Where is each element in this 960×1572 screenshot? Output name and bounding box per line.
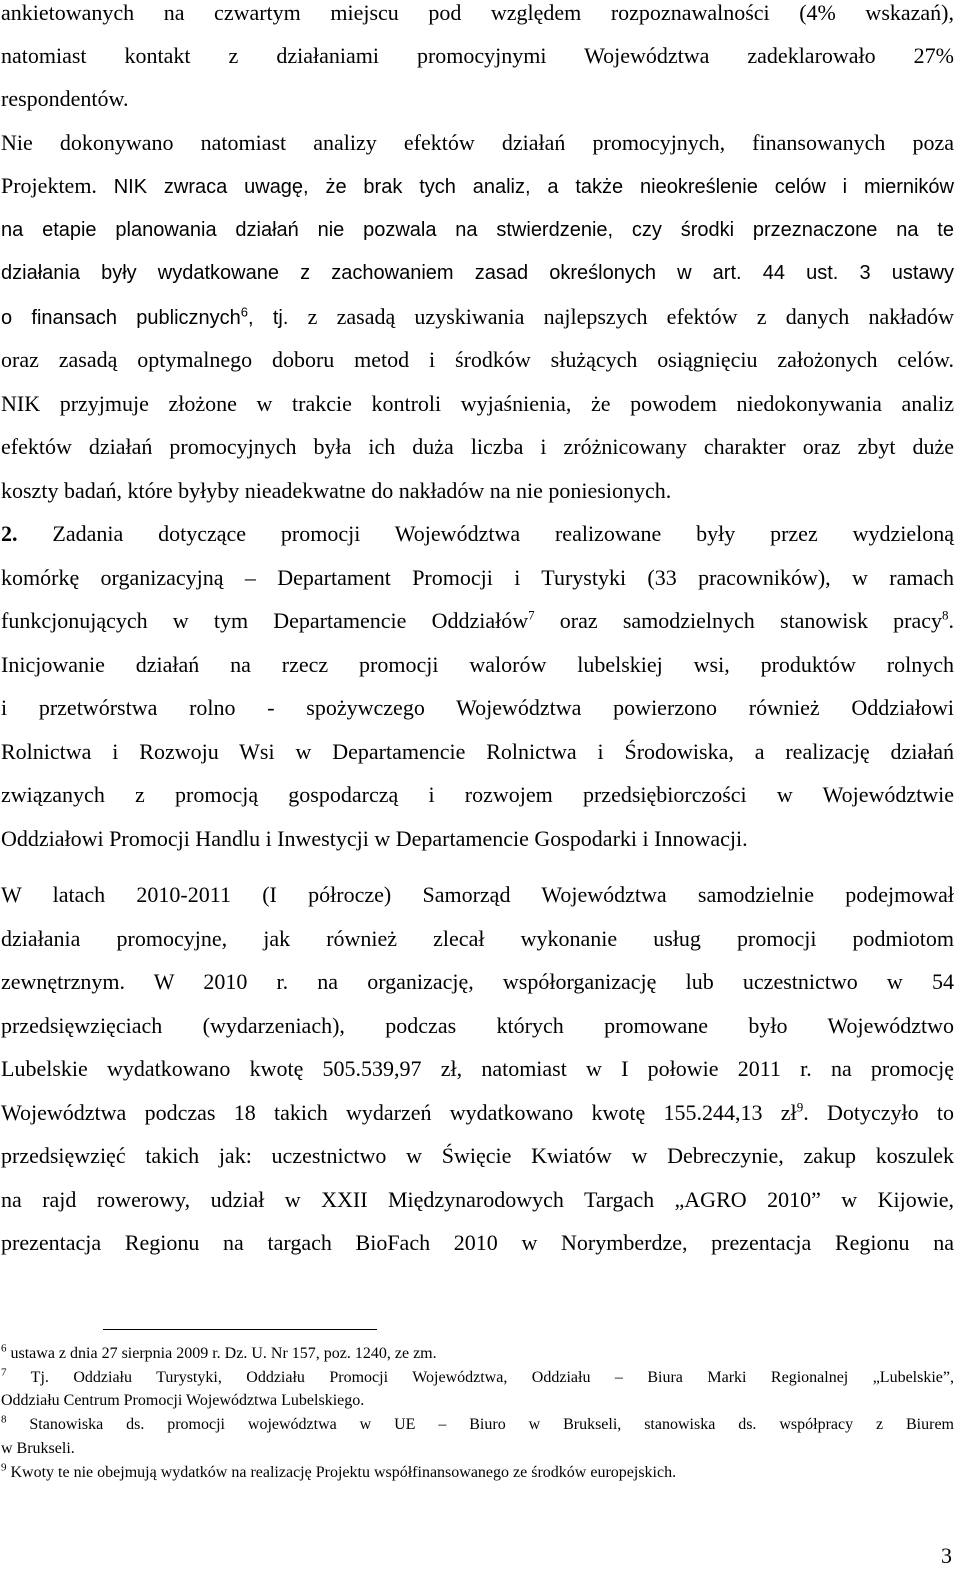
- footnote-8-continuation: w Brukseli.: [1, 1440, 75, 1457]
- body-line: Lubelskie wydatkowano kwotę 505.539,97 zł, natomiast w I połowie 2011 r. na promocję: [1, 1056, 954, 1081]
- footnote-ref-6: 6: [240, 304, 249, 320]
- body-line: komórkę organizacyjną – Departament Promocji i Turystyki (33 pracowników), w ramach: [1, 565, 954, 590]
- body-line: przedsięwzięć takich jak: uczestnictwo w Święcie Kwiatów w Debreczynie, zakup koszulek: [1, 1143, 954, 1168]
- footnote-number: 6: [1, 1342, 7, 1355]
- body-text: Zadania dotyczące promocji Województwa realizowane były przez wydzieloną: [52, 521, 954, 546]
- body-line: efektów działań promocyjnych była ich duża liczba i zróżnicowany charakter oraz zbyt duże: [1, 434, 954, 459]
- body-text: Projektem.: [1, 173, 97, 198]
- body-line: [1, 173, 954, 200]
- body-line: przedsięwzięciach (wydarzeniach), podczas których promowane było Województwo: [1, 1013, 954, 1038]
- body-line: Oddziałowi Promocji Handlu i Inwestycji w Departamencie Gospodarki i Innowacji.: [1, 826, 748, 851]
- body-line: NIK przyjmuje złożone w trakcie kontroli wyjaśnienia, że powodem niedokonywania analiz: [1, 391, 954, 416]
- footnote-ref-8: 8: [942, 607, 949, 623]
- body-line: prezentacja Regionu na targach BioFach 2010 w Norymberdze, prezentacja Regionu na: [1, 1230, 954, 1255]
- section-2-first-line: [1, 521, 954, 547]
- footnote-number: 7: [1, 1366, 7, 1379]
- body-line: działania promocyjne, jak również zlecał wykonanie usług promocji podmiotom: [1, 926, 954, 951]
- nik-assessment-text: o finansach publicznych$^6$, tj.: [1, 304, 289, 329]
- nik-assessment-text: NIK zwraca uwagę, że brak tych analiz, a także nieokreślenie celów i mierników: [113, 176, 954, 198]
- body-line: W latach 2010-2011 (I półrocze) Samorząd Województwa samodzielnie podejmował: [1, 882, 954, 907]
- footnote-8: $^8$ Stanowiska ds. promocji województwa w UE – Biuro w Brukseli, stanowiska ds. współpracy z Biurem: [1, 1413, 954, 1433]
- body-line: Nie dokonywano natomiast analizy efektów działań promocyjnych, finansowanych poza: [1, 130, 954, 155]
- body-line: na rajd rowerowy, udział w XXII Międzynarodowych Targach „AGRO 2010” w Kijowie,: [1, 1187, 954, 1212]
- page-number: 3: [941, 1543, 952, 1568]
- footnote-ref-9: 9: [796, 1099, 804, 1115]
- body-line: ankietowanych na czwartym miejscu pod względem rozpoznawalności (4% wskazań),: [1, 0, 954, 25]
- nik-assessment-line: działania były wydatkowane z zachowaniem zasad określonych w art. 44 ust. 3 ustawy: [1, 262, 954, 284]
- footnote-7-continuation: Oddziału Centrum Promocji Województwa Lubelskiego.: [1, 1392, 365, 1409]
- footnote-separator: [103, 1329, 377, 1330]
- body-line: Województwa podczas 18 takich wydarzeń wydatkowano kwotę 155.244,13 $zł^9$. Dotyczyło to: [1, 1099, 954, 1125]
- body-line: związanych z promocją gospodarczą i rozwojem przedsiębiorczości w Województwie: [1, 782, 954, 807]
- nik-assessment-line: na etapie planowania działań nie pozwala na stwierdzenie, czy środki przeznaczone na te: [1, 219, 954, 241]
- footnote-6: $^6$ ustawa z dnia 27 sierpnia 2009 r. Dz. U. Nr 157, poz. 1240, ze zm.: [1, 1342, 437, 1362]
- footnote-9: $^9$ Kwoty te nie obejmują wydatków na realizację Projektu współfinansowanego ze środków europejskich.: [1, 1461, 677, 1481]
- body-line: [1, 304, 954, 331]
- body-text: z zasadą uzyskiwania najlepszych efektów z danych nakładów: [307, 304, 954, 329]
- section-number: 2.: [1, 521, 18, 546]
- body-line: oraz zasadą optymalnego doboru metod i środków służących osiągnięciu założonych celów.: [1, 347, 954, 372]
- footnote-7: $^7$ Tj. Oddziału Turystyki, Oddziału Promocji Województwa, Oddziału – Biura Marki Regionalnej „Lubelskie”,: [1, 1366, 954, 1386]
- body-line: funkcjonujących w tym Departamencie Oddziałów$^7$ oraz samodzielnych stanowisk pracy$^8$.: [1, 607, 954, 633]
- footnote-number: 8: [1, 1413, 7, 1426]
- body-line: respondentów.: [1, 86, 129, 111]
- body-line: Inicjowanie działań na rzecz promocji walorów lubelskiej wsi, produktów rolnych: [1, 652, 954, 677]
- body-line: i przetwórstwa rolno - spożywczego Województwa powierzono również Oddziałowi: [1, 695, 954, 720]
- body-line: natomiast kontakt z działaniami promocyjnymi Województwa zadeklarowało 27%: [1, 43, 954, 68]
- body-line: Rolnictwa i Rozwoju Wsi w Departamencie Rolnictwa i Środowiska, a realizację działań: [1, 739, 954, 764]
- body-line: koszty badań, które byłyby nieadekwatne do nakładów na nie poniesionych.: [1, 478, 672, 503]
- body-line: zewnętrznym. W 2010 r. na organizację, współorganizację lub uczestnictwo w 54: [1, 969, 954, 994]
- footnote-number: 9: [1, 1461, 7, 1474]
- footnote-ref-7: 7: [528, 607, 535, 623]
